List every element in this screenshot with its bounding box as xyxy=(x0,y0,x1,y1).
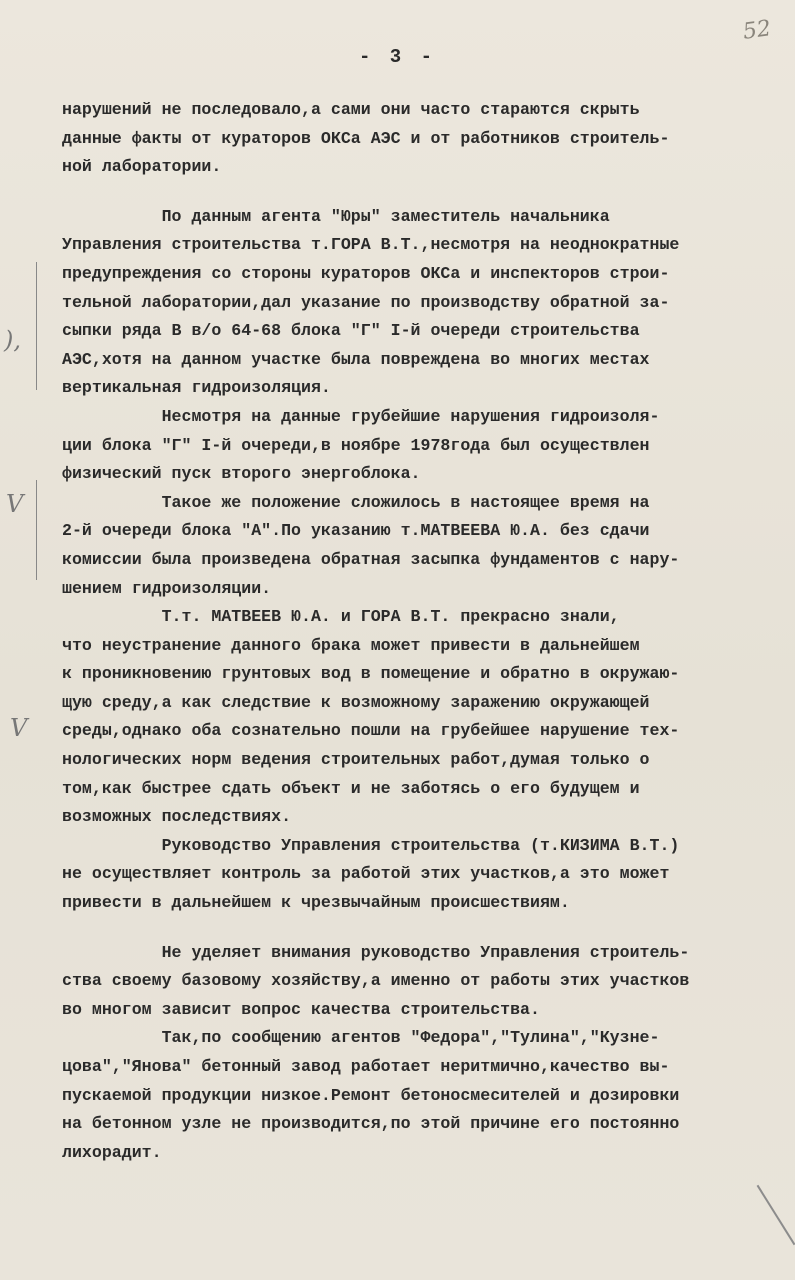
text-line: нарушений не последовало,а сами они часто стараются скрыть xyxy=(62,100,640,119)
paragraph xyxy=(62,403,787,489)
text-line: Так,по сообщению агентов "Федора","Тулина","Кузне- xyxy=(62,1028,660,1048)
text-line: ции блока "Г" I-й очереди,в ноябре 1978года был осуществлен xyxy=(62,435,650,455)
text-line: том,как быстрее сдать объект и не заботясь о его будущем и xyxy=(62,778,640,798)
text-line: шением гидроизоляции. xyxy=(62,578,272,598)
text-line: нологических норм ведения строительных работ,думая только о xyxy=(62,750,650,770)
paragraph xyxy=(62,1024,787,1167)
text-line: сыпки ряда В в/о 64-68 блока "Г" I-й очереди строительства xyxy=(62,321,640,341)
paragraph xyxy=(62,489,787,603)
page-number: - 3 - xyxy=(358,46,436,68)
text-line: Несмотря на данные грубейшие нарушения гидроизоля- xyxy=(62,406,660,426)
text-line: Т.т. МАТВЕЕВ Ю.А. и ГОРА В.Т. прекрасно знали, xyxy=(62,607,620,627)
margin-line xyxy=(36,262,37,390)
text-line: физический пуск второго энергоблока. xyxy=(62,464,421,484)
paragraph xyxy=(62,96,787,182)
text-line: на бетонном узле не производится,по этой причине его постоянно xyxy=(62,1114,680,1134)
text-line: тельной лаборатории,дал указание по производству обратной за- xyxy=(62,292,670,312)
text-line: привести в дальнейшем к чрезвычайным происшествиям. xyxy=(62,893,570,913)
document-body xyxy=(62,96,787,1167)
paragraph xyxy=(62,603,787,832)
text-line: Не уделяет внимания руководство Управления строитель- xyxy=(62,942,690,962)
text-line: По данным агента "Юры" заместитель начальника xyxy=(62,206,610,226)
text-line: Руководство Управления строительства (т.КИЗИМА В.Т.) xyxy=(62,835,680,855)
margin-annotation: ), xyxy=(4,326,21,354)
margin-line xyxy=(36,480,37,580)
text-line: Управления строительства т.ГОРА В.Т.,несмотря на неоднократные xyxy=(62,235,680,255)
text-line: Такое же положение сложилось в настоящее время на xyxy=(62,492,650,512)
text-line: АЭС,хотя на данном участке была повреждена во многих местах xyxy=(62,349,650,369)
text-line: не осуществляет контроль за работой этих участков,а это может xyxy=(62,864,670,884)
paragraph xyxy=(62,203,787,403)
text-line: цова","Янова" бетонный завод работает неритмично,качество вы- xyxy=(62,1057,670,1076)
text-line: ной лаборатории. xyxy=(62,157,222,177)
margin-annotation: V xyxy=(10,714,28,742)
text-line: к проникновению грунтовых вод в помещение и обратно в окружаю- xyxy=(62,664,680,684)
text-line: лихорадит. xyxy=(62,1142,162,1162)
handwritten-folio-number: 52 xyxy=(741,16,773,45)
text-line: 2-й очереди блока "А".По указанию т.МАТВЕЕВА Ю.А. без сдачи xyxy=(62,521,650,541)
text-line: предупреждения со стороны кураторов ОКСа и инспекторов строи- xyxy=(62,263,670,283)
margin-annotation: V xyxy=(6,490,24,518)
paragraph xyxy=(62,832,787,918)
text-line: щую среду,а как следствие к возможному заражению окружающей xyxy=(62,692,650,712)
text-line: что неустранение данного брака может привести в дальнейшем xyxy=(62,635,640,655)
text-line: ства своему базовому хозяйству,а именно от работы этих участков xyxy=(62,971,690,991)
text-line: во многом зависит вопрос качества строительства. xyxy=(62,999,540,1019)
paragraph xyxy=(62,939,787,1025)
text-line: комиссии была произведена обратная засыпка фундаментов с нару- xyxy=(62,549,680,569)
text-line: среды,однако оба сознательно пошли на грубейшее нарушение тех- xyxy=(62,721,680,741)
text-line: возможных последствиях. xyxy=(62,807,292,827)
text-line: пускаемой продукции низкое.Ремонт бетоносмесителей и дозировки xyxy=(62,1085,680,1105)
text-line: вертикальная гидроизоляция. xyxy=(62,378,331,398)
pencil-stroke xyxy=(757,1185,795,1245)
text-line: данные факты от кураторов ОКСа АЭС и от работников строитель- xyxy=(62,128,670,148)
